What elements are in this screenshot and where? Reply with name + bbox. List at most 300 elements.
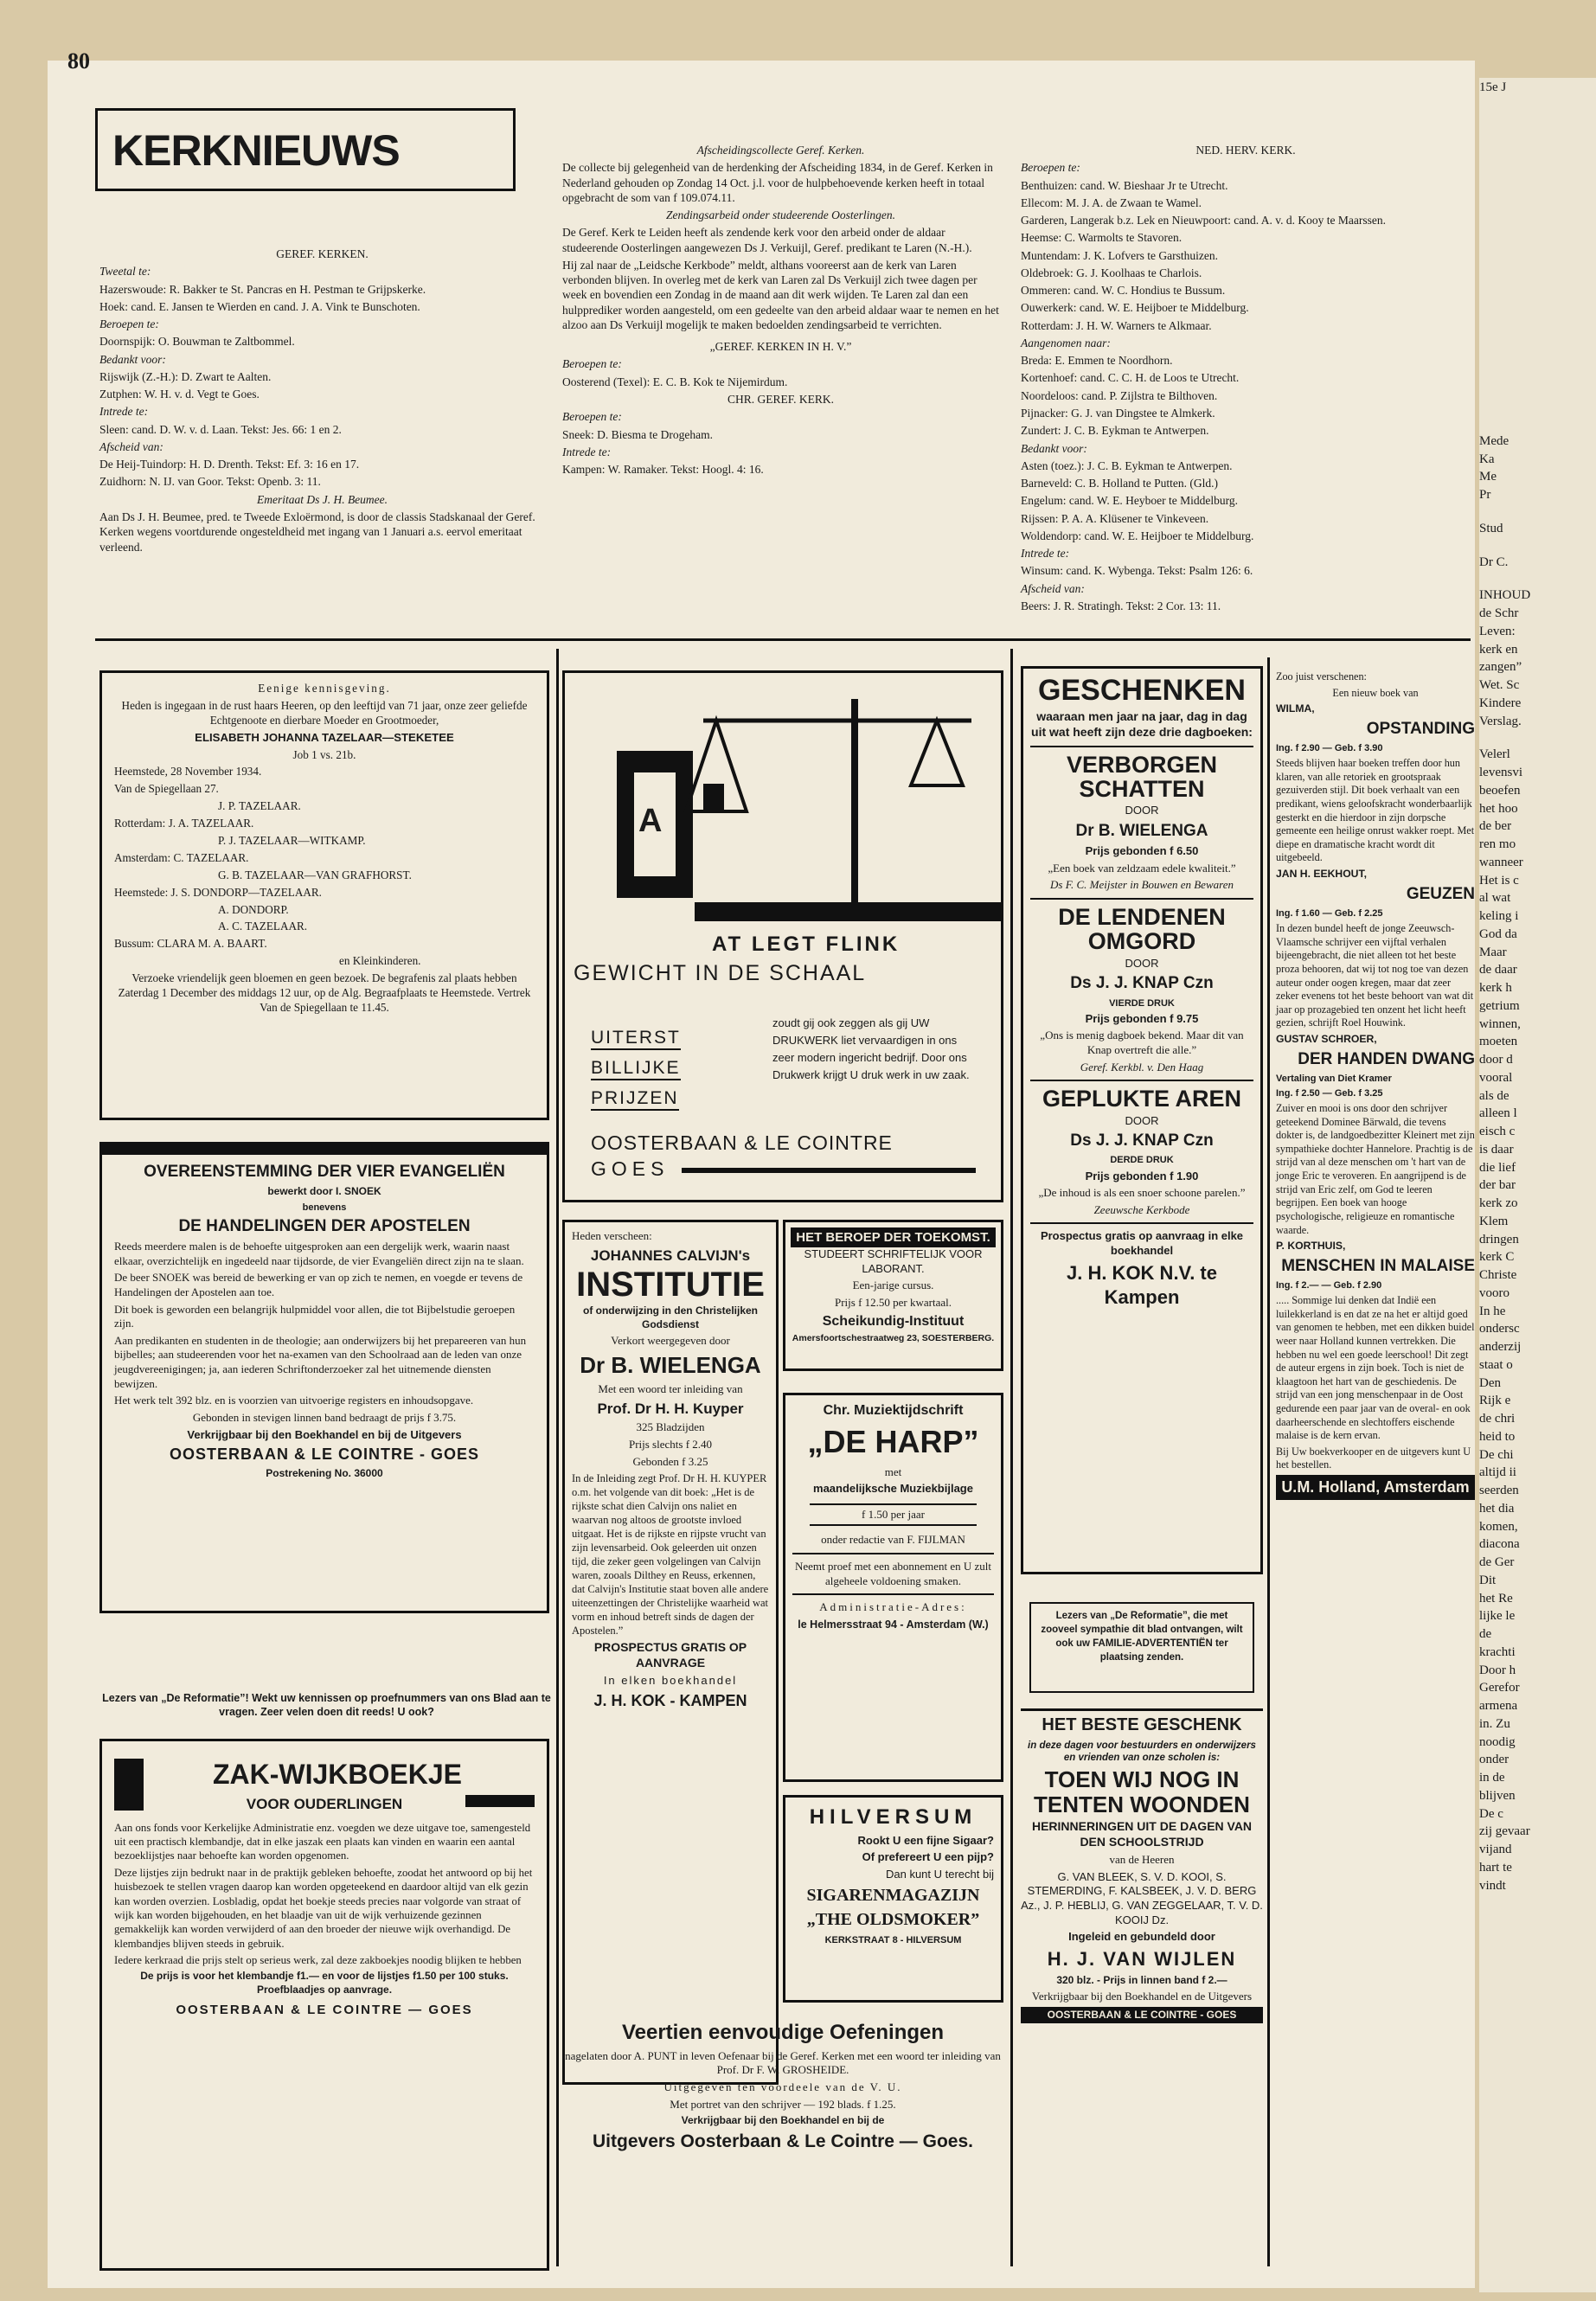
scale-weight bbox=[703, 784, 724, 810]
entry: Zuidhorn: N. IJ. van Goor. Tekst: Openb. 3: 11. bbox=[99, 475, 321, 489]
adjacent-page-fragment: anderzij bbox=[1479, 1340, 1522, 1354]
entry: Engelum: cand. W. E. Heyboer te Middelburg. bbox=[1021, 494, 1238, 508]
paragraph: ..... Sommige lui denken dat Indië een luilekkerland is en dat ze na het er altijd goed van genomen te hebben, met een dikken buidel weer naar Holland kunnen vertrekken. Die hebben nu wel een goede leerschool! Dit zegt de auteur ergens in zijn boek. Toch is niet de klaagtoon het hart van de geschiedenis. De strijd van een jong menschenpaar in de Oost gedurende een paar jaar van de overal- en ook daarheerschende en slechtoffers eischende malaise is de kern ervan. bbox=[1276, 1294, 1475, 1442]
column-collecte bbox=[562, 143, 999, 479]
ad-text: Rookt U een fijne Sigaar? bbox=[857, 1833, 994, 1847]
book-title: OPSTANDING bbox=[1366, 719, 1475, 738]
paragraph: Deze lijstjes zijn bedrukt naar in de praktijk gebleken behoefte, zoodat het antwoord op bij het huisbezoek te stellen vragen daarop kan worden opgeteekend en daardoor altijd van elk gezin kan worden overzien. Losbladig, opdat het boekje steeds precies naar volgorde van straat of wijk kan worden bijgehouden, en het blaadje van uit de wijk verhuizende gezinnen gemakkelijk kan worden verwijderd of aan den broeder der nieuwe wijk overhandigd. De klembandjes blijven steeds in gebruik. bbox=[114, 1866, 533, 1950]
adjacent-page-fragment: levensvi bbox=[1479, 766, 1522, 779]
paragraph: Neemt proef met een abonnement en U zult algeheele voldoening smaken. bbox=[794, 1560, 992, 1587]
price-text: Ing. f 2.— — Geb. f 2.90 bbox=[1276, 1280, 1382, 1292]
adjacent-page-fragment: staat o bbox=[1479, 1357, 1513, 1372]
ad-text: Een-jarige cursus. bbox=[852, 1279, 934, 1292]
deceased-name: ELISABETH JOHANNA TAZELAAR—STEKETEE bbox=[195, 730, 454, 744]
adjacent-page-fragment: Ka bbox=[1479, 452, 1495, 466]
relative: G. B. TAZELAAR—VAN GRAFHORST. bbox=[218, 868, 412, 881]
publisher: J. H. KOK - KAMPEN bbox=[593, 1691, 747, 1709]
entry: Ommeren: cand. W. C. Hondius te Bussum. bbox=[1021, 284, 1226, 298]
author: Prof. Dr H. H. Kuyper bbox=[597, 1400, 744, 1417]
book-title: VERBORGEN SCHATTEN bbox=[1066, 751, 1218, 802]
ad-text: Met een woord ter inleiding van bbox=[598, 1381, 743, 1395]
authors: G. VAN BLEEK, S. V. D. KOOI, S. STEMERDING, F. KALSBEEK, J. V. D. BERG Az., J. P. HEBLIJ, G. VAN ZEGGELAAR, T. V. D. KOOIJ Dz. bbox=[1021, 1869, 1263, 1926]
ad-word: UITERST bbox=[591, 1028, 681, 1050]
entry: Oldebroek: G. J. Koolhaas te Charlois. bbox=[1021, 266, 1202, 279]
scale-base bbox=[695, 902, 1001, 921]
ad-title: OVEREENSTEMMING DER VIER EVANGELIËN bbox=[144, 1163, 505, 1181]
adjacent-page-fragment: in de bbox=[1479, 1771, 1505, 1785]
notice-title: Eenige kennisgeving. bbox=[258, 682, 391, 695]
address: le Helmersstraat 94 - Amsterdam (W.) bbox=[798, 1618, 989, 1631]
paragraph: Dit boek is geworden een belangrijk hulpmiddel voor allen, die tot Bijbelstudie geroepen zijn. bbox=[114, 1302, 516, 1330]
entry: Sleen: cand. D. W. v. d. Laan. Tekst: Jes. 66: 1 en 2. bbox=[99, 422, 342, 436]
publisher: Uitgevers Oosterbaan & Le Cointre — Goes. bbox=[593, 2131, 973, 2151]
ad-title: „DE HARP” bbox=[807, 1424, 979, 1460]
publisher: OOSTERBAAN & LE COINTRE - GOES bbox=[169, 1445, 480, 1464]
entry: Muntendam: J. K. Lofvers te Garsthuizen. bbox=[1021, 248, 1218, 262]
adjacent-page-fragment: der bar bbox=[1479, 1178, 1516, 1193]
adjacent-page-fragment: vijand bbox=[1479, 1843, 1512, 1856]
ad-text: PROSPECTUS GRATIS OP AANVRAGE bbox=[593, 1640, 747, 1670]
book-title: TOEN WIJ NOG IN TENTEN WOONDEN bbox=[1034, 1766, 1250, 1817]
entry: Winsum: cand. K. Wybenga. Tekst: Psalm 126: 6. bbox=[1021, 564, 1253, 578]
entry: Pijnacker: G. J. van Dingstee te Almkerk. bbox=[1021, 406, 1215, 420]
adjacent-page-fragment: Maar bbox=[1479, 945, 1507, 959]
adjacent-page-fragment: onder bbox=[1479, 1753, 1509, 1767]
ad-title: INSTITUTIE bbox=[576, 1266, 765, 1304]
section-heading: NED. HERV. KERK. bbox=[1195, 144, 1296, 157]
paragraph: De beer SNOEK was bereid de bewerking er van op zich te nemen, en voegde er tevens de Handelingen der Apostelen aan toe. bbox=[114, 1271, 523, 1298]
price-text: Prijs f 12.50 per kwartaal. bbox=[834, 1295, 952, 1309]
shop-title: SIGARENMAGAZIJN bbox=[806, 1885, 980, 1905]
ad-calvijn-institutie bbox=[562, 1220, 779, 2085]
paragraph: Aan predikanten en studenten in de theologie; aan onderwijzers bij het prepareeren van hun bijbelles; aan studeerenden voor het na-examen van den Schoolraad aan de leden van onze jeugdvereenigingen; ja, aan iederen Schriftonderzoeker zal het uitnemende diensten bewijzen. bbox=[114, 1333, 527, 1390]
paragraph: In de Inleiding zegt Prof. Dr H. H. KUYPER o.m. het volgende van dit boek: „Het is de rijkste schat dien Calvijn ons naliet en waarvan nog altoos de grootste invloed uitgaat. Het is de rijkste en rijpste vrucht van zijn levensarbeid. Ook geleerden uit onzen tijd, die zeker geen volgelingen van Calvijn waren, zooals Dilthey en Reuss, erkennen, dat Calvijn's Institutie staat boven alle andere uiteenzettingen der Christelijke waarheid wat vorm en inhoud betreft sinds de dagen der Apostelen.” bbox=[572, 1472, 769, 1638]
book-title: MENSCHEN IN MALAISE bbox=[1281, 1256, 1475, 1275]
scale-illustration bbox=[565, 673, 1001, 958]
book-title: DER HANDEN DWANG bbox=[1298, 1049, 1475, 1068]
ad-laborant bbox=[783, 1220, 1003, 1371]
masthead-title: KERKNIEUWS bbox=[112, 126, 400, 175]
address: Amersfoortschestraatweg 23, SOESTERBERG. bbox=[792, 1332, 995, 1343]
ad-word: BILLIJKE bbox=[591, 1058, 681, 1080]
adjacent-page-fragment: ren mo bbox=[1479, 837, 1516, 851]
masthead bbox=[61, 74, 532, 203]
ad-text: Verkrijgbaar bij den Boekhandel en bij de bbox=[681, 2114, 885, 2127]
adjacent-page-fragment: Verslag. bbox=[1479, 714, 1522, 728]
publisher: OOSTERBAAN & LE COINTRE - GOES bbox=[1021, 2007, 1263, 2023]
address: Van de Spiegellaan 27. bbox=[114, 782, 219, 796]
relative: Rotterdam: J. A. TAZELAAR. bbox=[114, 817, 254, 830]
quote: „Een boek van zeldzaam edele kwaliteit.” bbox=[1048, 861, 1236, 875]
author: Ds J. J. KNAP Czn bbox=[1070, 1131, 1214, 1150]
entry: Doornspijk: O. Bouwman te Zaltbommel. bbox=[99, 335, 295, 349]
adjacent-page-fragment: het Re bbox=[1479, 1591, 1513, 1606]
adjacent-page-fragment: lijke le bbox=[1479, 1609, 1516, 1624]
adjacent-page-fragment: de Ger bbox=[1479, 1555, 1515, 1569]
entry: Beers: J. R. Stratingh. Tekst: 2 Cor. 13: 11. bbox=[1021, 599, 1221, 612]
entry: Hazerswoude: R. Bakker te St. Pancras en H. Pestman te Grijpskerke. bbox=[99, 282, 426, 296]
entry: Rotterdam: J. H. W. Warners te Alkmaar. bbox=[1021, 318, 1212, 332]
entry: Kampen: W. Ramaker. Tekst: Hoogl. 4: 16. bbox=[562, 463, 764, 477]
adjacent-page-fragment: zangen” bbox=[1479, 660, 1522, 675]
adjacent-page-fragment: kerk zo bbox=[1479, 1196, 1518, 1210]
adjacent-page-fragment: zij gevaar bbox=[1479, 1824, 1530, 1839]
paragraph: Heden is ingegaan in de rust haars Heeren, op den leeftijd van 71 jaar, onze zeer geliefde Echtgenoote en dierbare Moeder en Grootmoeder, bbox=[121, 698, 528, 727]
adjacent-page-fragment: altijd ii bbox=[1479, 1465, 1516, 1480]
relative: en Kleinkinderen. bbox=[339, 954, 421, 968]
adjacent-page-fragment: noodig bbox=[1479, 1734, 1516, 1749]
ad-text: Verkrijgbaar bij den Boekhandel en de Uitgevers bbox=[1031, 1990, 1253, 2003]
entry: Ellecom: M. J. A. de Zwaan te Wamel. bbox=[1021, 195, 1202, 209]
entry: Heemse: C. Warmolts te Stavoren. bbox=[1021, 231, 1183, 245]
entry: Sneek: D. Biesma te Drogeham. bbox=[562, 427, 713, 441]
adjacent-page-fragment: vooro bbox=[1479, 1285, 1509, 1300]
adjacent-page-fragment: Pr bbox=[1479, 488, 1491, 502]
heading: Afscheidingscollecte Geref. Kerken. bbox=[696, 144, 865, 157]
book-title: GEUZEN bbox=[1406, 884, 1475, 903]
relative: A. DONDORP. bbox=[218, 902, 289, 916]
relative: P. J. TAZELAAR—WITKAMP. bbox=[218, 834, 366, 848]
ad-text: DOOR bbox=[1125, 1113, 1159, 1127]
shop-name: „THE OLDSMOKER” bbox=[806, 1910, 980, 1930]
ad-subtitle: VOOR OUDERLINGEN bbox=[246, 1795, 403, 1812]
price-text: 320 blz. - Prijs in linnen band f 2.— bbox=[1056, 1973, 1227, 1986]
scale-pan-right bbox=[911, 721, 963, 785]
paragraph: Hij zal naar de „Leidsche Kerkbode” meldt, althans vooreerst aan de kerk van Laren verbonden blijven. In overleg met de kerk van Laren zal Ds Verkuijl zich twee dagen per week en bovendien een Zondag in de maand aan dit werk wijden. Te Laren zal dan een hulpprediker worden aangesteld, om een gedeelte van den arbeid aldaar waar te nemen en het alzoo aan Ds Verkuijl mogelijk te maken bedoelden zendingsarbeid te verrichten. bbox=[562, 258, 999, 331]
ad-title: Veertien eenvoudige Oefeningen bbox=[621, 2021, 945, 2044]
adjacent-page-fragment: door d bbox=[1479, 1053, 1513, 1067]
adjacent-page-fragment: seerden bbox=[1479, 1484, 1519, 1497]
label-intrede: Intrede te: bbox=[99, 405, 149, 419]
paragraph: Reeds meerdere malen is de behoefte uitgesproken aan een dergelijk werk, waarin naast elkaar, overzichtelijk en ingedeeld naar tijdsorde, de vier Evangeliën direct zijn na te slaan. bbox=[114, 1240, 524, 1267]
paragraph: In dezen bundel heeft de jonge Zeeuwsch-Vlaamsche schrijver een vijftal verhalen bijeengebracht, die niet alleen tot het beste proza behooren, dat wij tot nog toe van dezen auteur onder oogen kregen, maar dat zeer zeker evenens tot het beste behoort van wat dit jaar op prozagebied ten onzent het licht heeft gezien, schrijft Roel Houwink. bbox=[1276, 922, 1474, 1029]
adjacent-page-fragment: kerk en bbox=[1479, 642, 1518, 657]
adjacent-page-fragment: Door h bbox=[1479, 1663, 1516, 1677]
adjacent-page-fragment: hart te bbox=[1479, 1860, 1512, 1875]
heading: CHR. GEREF. KERK. bbox=[727, 392, 835, 406]
ad-text: onder redactie van F. FIJLMAN bbox=[821, 1533, 965, 1547]
quote-source: Zeeuwsche Kerkbode bbox=[1093, 1202, 1190, 1216]
ad-text: DOOR bbox=[1125, 956, 1159, 970]
paragraph: Bij Uw boekverkooper en de uitgevers kunt U het bestellen. bbox=[1276, 1445, 1471, 1471]
adjacent-page-fragment: de ber bbox=[1479, 819, 1512, 834]
adjacent-page-fragment: Het is c bbox=[1479, 873, 1519, 888]
adjacent-page-fragment: de daar bbox=[1479, 963, 1517, 977]
entry: Noordeloos: cand. P. Zijlstra te Bilthoven. bbox=[1021, 388, 1218, 402]
adjacent-page-fragment: komen, bbox=[1479, 1519, 1518, 1534]
adjacent-page-fragment: Stud bbox=[1479, 521, 1503, 535]
quote: „Ons is menig dagboek bekend. Maar dit van Knap overtreft die alle.” bbox=[1040, 1029, 1244, 1056]
paragraph: Steeds blijven haar boeken treffen door hun klaren, van alle retoriek en grootspraak gezuiverden stijl. Dit boek verhaalt van een predikant, wiens geloofskracht wonderbaarlijk gesterkt en die hierdoor in zijn dorpsche gemeente een heilige onrust wakker roept. Met diepe en dramatische kracht wordt dit uitgebeeld. bbox=[1276, 757, 1475, 864]
entry: Barneveld: C. B. Holland te Putten. (Gld.) bbox=[1021, 477, 1218, 490]
black-block bbox=[114, 1759, 144, 1811]
ad-text: Zoo juist verschenen: bbox=[1276, 670, 1367, 683]
ad-word: PRIJZEN bbox=[591, 1088, 679, 1111]
ad-text: Lezers van „De Reformatie”, die met zooveel sympathie dit blad ontvangen, wilt ook uw FAMILIE-ADVERTENTIËN ter plaatsing zenden. bbox=[1041, 1611, 1243, 1663]
ad-text: Chr. Muziektijdschrift bbox=[823, 1403, 964, 1418]
ad-text: 325 Bladzijden bbox=[636, 1420, 705, 1434]
heading: „GEREF. KERKEN IN H. V.” bbox=[709, 340, 852, 354]
adjacent-page-fragment: is daar bbox=[1479, 1142, 1514, 1157]
ad-text: zoudt gij ook zeggen als gij UW DRUKWERK liet vervaardigen in ons zeer modern ingericht bedrijf. Door ons Drukwerk krijgt U druk werk in uw zaak. bbox=[772, 1016, 970, 1082]
entry: Kortenhoef: cand. C. C. H. de Loos te Utrecht. bbox=[1021, 371, 1240, 385]
price-text: Met portret van den schrijver — 192 blads. f 1.25. bbox=[670, 2097, 896, 2111]
adjacent-page-fragment: in. Zu bbox=[1479, 1716, 1510, 1731]
adjacent-page-fragment: De chi bbox=[1479, 1447, 1514, 1462]
place-date: Heemstede, 28 November 1934. bbox=[114, 765, 262, 779]
adjacent-page-fragment: de Schr bbox=[1479, 606, 1519, 620]
adjacent-page-fragment: dringen bbox=[1479, 1232, 1519, 1247]
author: H. J. VAN WIJLEN bbox=[1047, 1947, 1237, 1970]
adjacent-page-fragment: God da bbox=[1479, 926, 1517, 941]
adjacent-page-fragment: Leven: bbox=[1479, 624, 1516, 638]
adjacent-page-fragment: ondersc bbox=[1479, 1322, 1520, 1336]
label: Afscheid van: bbox=[1021, 581, 1085, 595]
paragraph: Het werk telt 392 blz. en is voorzien van uitvoerige registers en inhoudsopgave. bbox=[114, 1394, 474, 1407]
adjacent-page-fragment: Wet. Sc bbox=[1479, 678, 1520, 692]
adjacent-page-fragment: Gerefor bbox=[1479, 1681, 1520, 1695]
entry: Rijssen: P. A. A. Klüsener te Vinkeveen. bbox=[1021, 511, 1209, 525]
adjacent-page-fragment: al wat bbox=[1479, 891, 1511, 906]
adjacent-page-fragment: In he bbox=[1479, 1304, 1506, 1318]
adjacent-page-fragment: de bbox=[1479, 1627, 1492, 1641]
adjacent-page-fragment: keling i bbox=[1479, 909, 1519, 923]
ad-title: GESCHENKEN bbox=[1038, 674, 1246, 707]
ad-text: van de Heeren bbox=[1109, 1853, 1175, 1867]
entry: Benthuizen: cand. W. Bieshaar Jr te Utrecht. bbox=[1021, 178, 1228, 192]
paragraph: Aan Ds J. H. Beumee, pred. te Tweede Exloërmond, is door de classis Stadskanaal der Geref. Kerken wegens voortdurende ongesteldheid met ingang van 1 Januari a.s. eervol emeritaat verleend. bbox=[99, 510, 535, 554]
author: Ds J. J. KNAP Czn bbox=[1070, 974, 1214, 993]
ad-text: Ingeleid en gebundeld door bbox=[1068, 1930, 1215, 1944]
ad-subtitle: waaraan men jaar na jaar, dag in dag uit wat heeft zijn deze drie dagboeken: bbox=[1031, 708, 1253, 739]
adjacent-page-fragment: diacona bbox=[1479, 1537, 1520, 1552]
label-beroepen: Beroepen te: bbox=[99, 317, 159, 331]
ad-title: HET BESTE GESCHENK bbox=[1042, 1715, 1242, 1734]
ad-text: Vertaling van Diet Kramer bbox=[1276, 1073, 1392, 1084]
quote-source: Ds F. C. Meijster in Bouwen en Bewaren bbox=[1050, 878, 1234, 892]
ad-subtitle: HERINNERINGEN UIT DE DAGEN VAN DEN SCHOOLSTRIJD bbox=[1031, 1819, 1253, 1849]
postrekening: Postrekening No. 36000 bbox=[266, 1467, 383, 1480]
ad-text: maandelijksche Muziekbijlage bbox=[813, 1482, 973, 1496]
ad-text: Prospectus gratis op aanvraag in elke boekhandel bbox=[1040, 1229, 1244, 1258]
institute-name: Scheikundig-Instituut bbox=[822, 1313, 965, 1329]
price-text: Ing. f 2.90 — Geb. f 3.90 bbox=[1276, 743, 1383, 754]
adjacent-page-fragment: Mede bbox=[1479, 433, 1509, 448]
quote: „De inhoud is als een snoer schoone parelen.” bbox=[1038, 1186, 1246, 1200]
price-text: De prijs is voor het klembandje f1.— en voor de lijstjes f1.50 per 100 stuks. Proefblaadjes op aanvrage. bbox=[140, 1970, 509, 1996]
label-tweetal: Tweetal te: bbox=[99, 265, 151, 279]
publisher: OOSTERBAAN & LE COINTRE bbox=[591, 1131, 893, 1154]
ad-uitgeverij-holland bbox=[1276, 670, 1475, 1503]
entry: Oosterend (Texel): E. C. B. Kok te Nijemirdum. bbox=[562, 375, 788, 388]
entry: Asten (toez.): J. C. B. Eykman te Antwerpen. bbox=[1021, 458, 1233, 472]
adjacent-page-fragment: Christe bbox=[1479, 1268, 1517, 1282]
ad-text: Verkort weergegeven door bbox=[611, 1334, 730, 1348]
section-heading: GEREF. KERKEN. bbox=[276, 247, 369, 260]
book-title: GEPLUKTE AREN bbox=[1042, 1086, 1241, 1112]
adjacent-page-fragment: Velerl bbox=[1479, 747, 1510, 762]
adjacent-page-fragment: Me bbox=[1479, 470, 1497, 484]
price-text: Prijs gebonden f 6.50 bbox=[1085, 844, 1199, 858]
label: Beroepen te: bbox=[1021, 161, 1080, 175]
ad-text: DOOR bbox=[1125, 804, 1159, 817]
adjacent-page-fragment: alleen l bbox=[1479, 1106, 1517, 1121]
logo-letter: A bbox=[638, 803, 663, 839]
paragraph: Verzoeke vriendelijk geen bloemen en geen bezoek. De begrafenis zal plaats hebben Zaterdag 1 December des middags 12 uur, op de Alg. Begraafplaats te Heemstede. Vertrek Van de Spiegellaan te 11.45. bbox=[118, 971, 531, 1014]
publisher: OOSTERBAAN & LE COINTRE — GOES bbox=[176, 2003, 473, 2018]
adjacent-page-fragment: blijven bbox=[1479, 1788, 1516, 1803]
entry: Zutphen: W. H. v. d. Vegt te Goes. bbox=[99, 388, 260, 401]
adjacent-page-fragment: het hoo bbox=[1479, 801, 1518, 816]
paragraph: De collecte bij gelegenheid van de herdenking der Afscheiding 1834, in de Geref. Kerken in Nederland gehouden op Zondag 14 Oct. j.l. voor de hulpbehoevende kerken heeft in totaal opgebracht de som van f 109.074.11. bbox=[562, 161, 993, 204]
adjacent-page-fragment: Dr C. bbox=[1479, 554, 1509, 569]
author: Dr B. WIELENGA bbox=[1075, 821, 1208, 840]
ad-title: HET BEROEP DER TOEKOMST. bbox=[791, 1227, 996, 1247]
ad-title: HILVERSUM bbox=[809, 1805, 977, 1829]
quote-source: Geref. Kerkbl. v. Den Haag bbox=[1080, 1060, 1204, 1074]
entry: Rijswijk (Z.-H.): D. Zwart te Aalten. bbox=[99, 369, 272, 383]
label: Beroepen te: bbox=[562, 357, 622, 371]
ad-evangelien bbox=[99, 1142, 549, 1613]
verse: Job 1 vs. 21b. bbox=[292, 747, 356, 761]
relative: Bussum: CLARA M. A. BAART. bbox=[114, 937, 267, 951]
price-text: Prijs gebonden f 1.90 bbox=[1085, 1169, 1199, 1183]
label-bedankt: Bedankt voor: bbox=[99, 352, 166, 366]
adjacent-page-fragment: getrium bbox=[1479, 998, 1520, 1013]
adjacent-page-fragment: beoefen bbox=[1479, 783, 1521, 798]
adjacent-page-fragment: INHOUD bbox=[1479, 588, 1531, 603]
publisher-city: GOES bbox=[591, 1157, 670, 1180]
adjacent-page-fragment: eisch c bbox=[1479, 1125, 1516, 1138]
ad-title: JOHANNES CALVIJN's bbox=[590, 1247, 751, 1264]
address: KERKSTRAAT 8 - HILVERSUM bbox=[824, 1934, 962, 1945]
ad-byline: bewerkt door I. SNOEK bbox=[267, 1185, 381, 1198]
paragraph: Zuiver en mooi is ons door den schrijver geteekend Dominee Bärwald, die tevens dokter is, de landgoedbezitter Kleinert met zijn sympathieke dochter Hannelore. Prachtig is de strijd van al deze menschen om 't hart van de jonge Eric te veroveren. En aangrijpend is de strijd van Eric zelf, om God te leeren begrijpen. Een boek van hooge psychologische, religieuze en romantische waarde. bbox=[1276, 1102, 1475, 1236]
entry: Hoek: cand. E. Jansen te Wierden en cand. J. A. Vink te Bunschoten. bbox=[99, 299, 420, 313]
heading: Zendingsarbeid onder studeerende Oosterlingen. bbox=[666, 208, 895, 222]
page-number: 80 bbox=[67, 48, 90, 74]
label-emeritaat: Emeritaat Ds J. H. Beumee. bbox=[256, 492, 388, 506]
ad-geschenken bbox=[1021, 666, 1263, 1574]
price-text: Prijs slechts f 2.40 bbox=[628, 1437, 713, 1451]
adjacent-page-fragment: vooral bbox=[1479, 1070, 1513, 1085]
ad-subtitle: STUDEERT SCHRIFTELIJK VOOR LABORANT. bbox=[804, 1247, 983, 1275]
black-bar bbox=[102, 1144, 547, 1155]
adjacent-page-fragment: kerk h bbox=[1479, 981, 1512, 995]
ad-title: ZAK-WIJKBOEKJE bbox=[212, 1759, 462, 1790]
entry: Ouwerkerk: cand. W. E. Heijboer te Middelburg. bbox=[1021, 301, 1249, 315]
black-bar bbox=[465, 1795, 535, 1807]
column-ned-herv-kerk bbox=[1021, 143, 1471, 616]
adjacent-page-fragment: die lief bbox=[1479, 1160, 1516, 1175]
entry: Woldendorp: cand. W. E. Heijboer te Middelburg. bbox=[1021, 529, 1254, 542]
adjacent-page-fragment: het dia bbox=[1479, 1501, 1515, 1516]
ad-text: DERDE DRUK bbox=[1110, 1155, 1174, 1166]
author: WILMA, bbox=[1276, 702, 1315, 715]
relative: A. C. TAZELAAR. bbox=[218, 920, 308, 933]
ad-veertien-oefeningen bbox=[562, 2020, 1003, 2156]
label: Intrede te: bbox=[562, 445, 612, 458]
entry: De Heij-Tuindorp: H. D. Drenth. Tekst: Ef. 3: 16 en 17. bbox=[99, 458, 360, 471]
ad-de-harp bbox=[783, 1393, 1003, 1782]
ad-text: In elken boekhandel bbox=[603, 1674, 738, 1688]
publisher: J. H. KOK N.V. te Kampen bbox=[1066, 1261, 1217, 1308]
lezers-familie-advertenties bbox=[1029, 1602, 1254, 1693]
paragraph: Gebonden in stevigen linnen band bedraagt de prijs f 3.75. bbox=[192, 1410, 457, 1424]
vertical-rule bbox=[556, 649, 559, 2266]
adjacent-page-fragment: De c bbox=[1479, 1806, 1503, 1821]
adjacent-page-fragment: Den bbox=[1479, 1375, 1501, 1390]
ad-zak-wijkboekje bbox=[99, 1739, 549, 2271]
adjacent-page-fragment: winnen, bbox=[1479, 1016, 1521, 1031]
adjacent-page-fragment: moeten bbox=[1479, 1035, 1518, 1049]
ad-subtitle: in deze dagen voor bestuurders en onderwijzers en vrienden van onze scholen is: bbox=[1028, 1740, 1256, 1764]
vertical-rule bbox=[1267, 657, 1270, 2266]
ad-text: Uitgegeven ten voordeele van de V. U. bbox=[663, 2080, 902, 2093]
adjacent-page-fragment: kerk C bbox=[1479, 1250, 1515, 1265]
adjacent-page-edge bbox=[1479, 78, 1596, 2292]
price-text: f 1.50 per jaar bbox=[810, 1503, 977, 1527]
paragraph: nagelaten door A. PUNT in leven Oefenaar bij de Geref. Kerken met een woord ter inleiding van Prof. Dr F. W. GROSHEIDE. bbox=[565, 2048, 1001, 2077]
adjacent-page-fragment: Klem bbox=[1479, 1214, 1509, 1228]
publisher: U.M. Holland, Amsterdam bbox=[1276, 1475, 1475, 1500]
ad-text: VIERDE DRUK bbox=[1109, 997, 1175, 1009]
ad-text: benevens bbox=[302, 1202, 347, 1213]
ad-text: Administratie-Adres: bbox=[819, 1600, 967, 1614]
ad-title: DE HANDELINGEN DER APOSTELEN bbox=[178, 1216, 471, 1235]
book-title: DE LENDENEN OMGORD bbox=[1058, 904, 1226, 955]
death-notice bbox=[99, 670, 549, 1120]
author: JAN H. EEKHOUT, bbox=[1276, 868, 1367, 881]
label: Aangenomen naar: bbox=[1021, 336, 1111, 349]
adjacent-page-fragment: Kindere bbox=[1479, 695, 1522, 710]
author: P. KORTHUIS, bbox=[1276, 1240, 1346, 1253]
adjacent-page-fragment: heid to bbox=[1479, 1429, 1516, 1444]
column-geref-kerken bbox=[99, 247, 545, 557]
entry: Garderen, Langerak b.z. Lek en Nieuwpoort: cand. A. v. d. Kooy te Maarssen. bbox=[1021, 214, 1386, 228]
ad-slogan: GEWICHT IN DE SCHAAL bbox=[574, 961, 867, 985]
paragraph: Verkrijgbaar bij den Boekhandel en bij de Uitgevers bbox=[187, 1427, 462, 1441]
adjacent-page-fragment: krachti bbox=[1479, 1644, 1516, 1659]
adjacent-page-fragment: Rijk e bbox=[1479, 1394, 1511, 1408]
ad-sigarenmagazijn bbox=[783, 1795, 1003, 2003]
relative: J. P. TAZELAAR. bbox=[218, 799, 301, 813]
entry: Breda: E. Emmen te Noordhorn. bbox=[1021, 354, 1173, 368]
ad-text: Dan kunt U terecht bij bbox=[885, 1867, 994, 1881]
author: GUSTAV SCHROER, bbox=[1276, 1032, 1377, 1045]
adjacent-page-fragment: wanneer bbox=[1479, 855, 1523, 869]
ad-text: Heden verscheen: bbox=[572, 1229, 652, 1242]
paragraph: Aan ons fonds voor Kerkelijke Administratie enz. voegden we deze uitgave toe, samengesteld uit een practisch klembandje, dat in elke jaszak een plaats kan vinden en waarin een aantal bezoeklijstjes naar behoefte kan worden opgenomen. bbox=[114, 1821, 531, 1862]
label: Bedankt voor: bbox=[1021, 441, 1087, 455]
ad-text: Een nieuw boek van bbox=[1332, 686, 1419, 699]
ad-text: Of prefereert U een pijp? bbox=[862, 1850, 994, 1864]
adjacent-page-fragment: de chri bbox=[1479, 1412, 1516, 1426]
price-text: Gebonden f 3.25 bbox=[632, 1454, 708, 1468]
label: Intrede te: bbox=[1021, 547, 1070, 561]
author: Dr B. WIELENGA bbox=[580, 1351, 761, 1378]
adjacent-page-fragment: vindt bbox=[1479, 1878, 1506, 1893]
relative: Heemstede: J. S. DONDORP—TAZELAAR. bbox=[114, 885, 322, 899]
price-text: Prijs gebonden f 9.75 bbox=[1085, 1011, 1199, 1025]
ad-drukwerk bbox=[562, 670, 1003, 1202]
horizontal-rule bbox=[95, 638, 1471, 641]
price-text: Ing. f 2.50 — Geb. f 3.25 bbox=[1276, 1087, 1383, 1099]
price-text: Ing. f 1.60 — Geb. f 2.25 bbox=[1276, 908, 1383, 920]
entry: Zundert: J. C. B. Eykman te Antwerpen. bbox=[1021, 424, 1209, 438]
adjacent-page-fragment: als de bbox=[1479, 1088, 1509, 1103]
paragraph: Iedere kerkraad die prijs stelt op serieus werk, zal deze zakboekjes noodig blijken te hebben bbox=[114, 1954, 522, 1967]
